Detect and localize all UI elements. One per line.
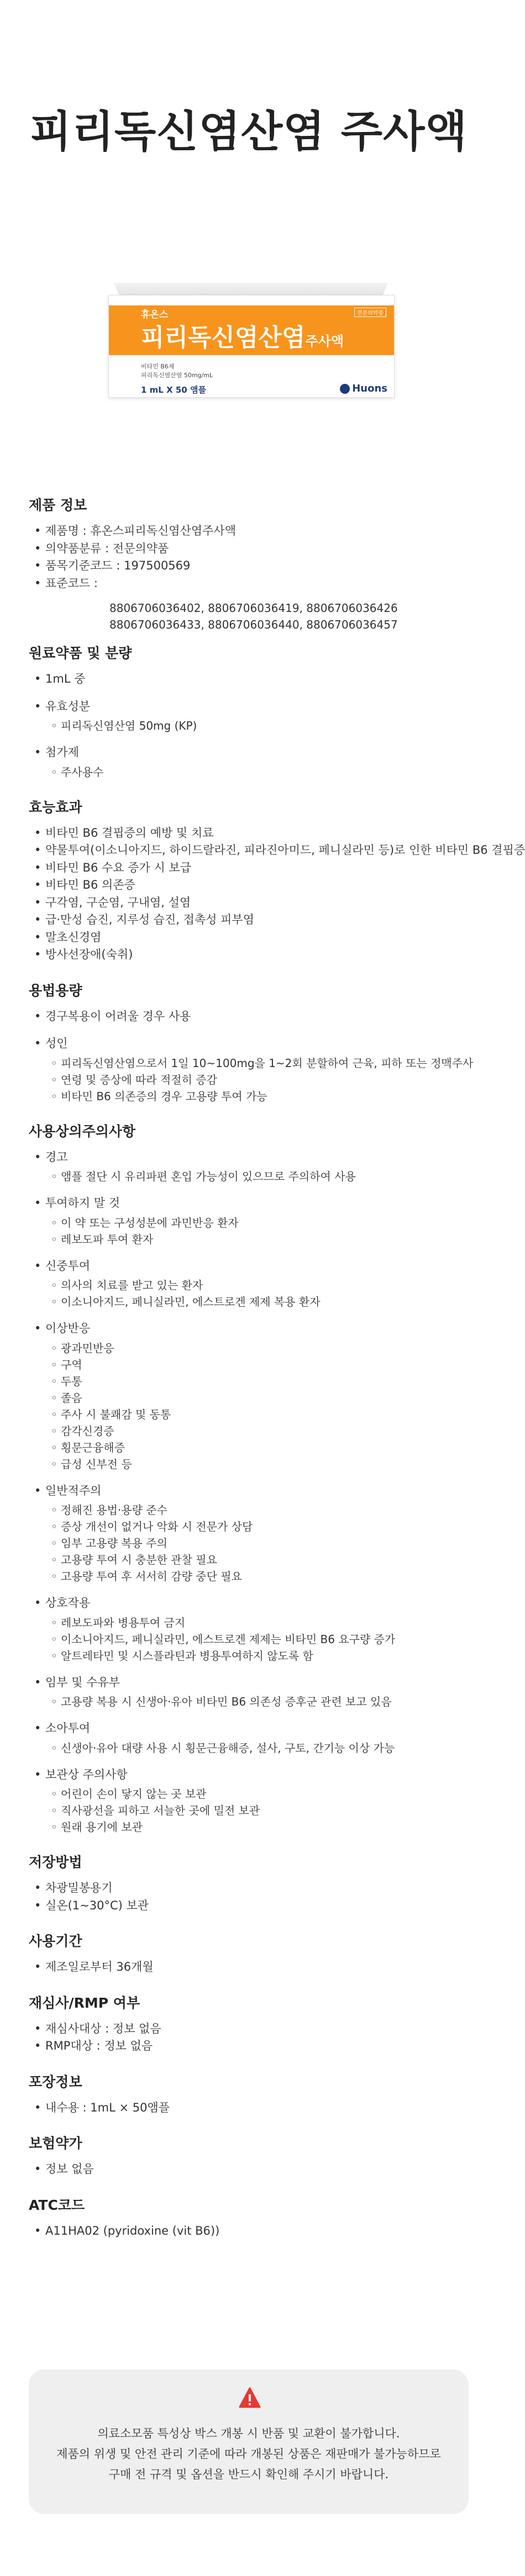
precaution-item: ◦ 앰플 절단 시 유리파편 혼입 가능성이 있으므로 주의하여 사용 xyxy=(45,1168,471,1185)
efficacy-item: • 방사선장애(숙취) xyxy=(29,946,471,964)
notice-line-1: 의료소모품 특성상 박스 개봉 시 반품 및 교환이 불가합니다. xyxy=(97,2427,400,2440)
packaging-list xyxy=(29,2099,471,2117)
section-ingredients xyxy=(29,645,471,780)
precaution-item: ◦ 임부 고용량 복용 주의 xyxy=(45,1535,471,1551)
section-packaging-title: 포장정보 xyxy=(29,2073,82,2090)
section-insurance xyxy=(29,2135,471,2178)
section-insurance-title: 보험약가 xyxy=(29,2135,82,2151)
box-product-name xyxy=(141,318,344,353)
notice-line-3: 구매 전 규격 및 옵션을 반드시 확인해 주시기 바랍니다. xyxy=(108,2467,389,2481)
ingredient-label: 1mL 중 xyxy=(45,672,86,685)
precaution-group xyxy=(29,1258,471,1311)
precaution-label: 보관상 주의사항 xyxy=(45,1767,128,1781)
efficacy-item: • 비타민 B6 결핍증의 예방 및 치료 xyxy=(29,825,471,842)
precaution-group xyxy=(29,1674,471,1711)
precaution-item: ◦ 레보도파와 병용투여 금지 xyxy=(45,1614,471,1631)
warning-icon xyxy=(239,2387,261,2409)
info-item: • 의약품분류 : 전문의약품 xyxy=(29,540,471,558)
precaution-group xyxy=(29,1195,471,1248)
precaution-label: 일반적주의 xyxy=(45,1484,102,1497)
review-item: • RMP대상 : 정보 없음 xyxy=(29,2037,471,2055)
dosage-sub: ◦ 연령 및 증상에 따라 적절히 증감 xyxy=(45,1071,471,1088)
review-item: • 재심사대상 : 정보 없음 xyxy=(29,2020,471,2038)
huons-logo-icon xyxy=(340,384,350,394)
precaution-item: ◦ 광과민반응 xyxy=(45,1340,471,1356)
precaution-label: 소아투여 xyxy=(45,1722,91,1735)
precaution-item: ◦ 의사의 치료를 받고 있는 환자 xyxy=(45,1277,471,1294)
standard-codes-line-1: 8806706036402, 8806706036419, 8806706036426 xyxy=(109,601,398,615)
dosage-list xyxy=(29,1008,474,1105)
info-item: • 제품명 : 휴온스피리독신염산염주사액 xyxy=(29,522,471,540)
efficacy-item: • 비타민 B6 의존증 xyxy=(29,877,471,894)
precaution-group xyxy=(29,1482,471,1585)
box-logo xyxy=(340,383,387,394)
ingredient-item xyxy=(29,744,471,780)
storage-item: • 실온(1~30°C) 보관 xyxy=(29,1897,471,1915)
efficacy-item: • 비타민 B6 수요 증가 시 보급 xyxy=(29,859,471,877)
dosage-sub: ◦ 피리독신염산염으로서 1일 10~100mg을 1~2회 분할하여 근육, 피하 또는 정맥주사 xyxy=(45,1055,471,1071)
section-dosage xyxy=(29,982,474,1105)
precaution-item: ◦ 정해진 용법·용량 준수 xyxy=(45,1502,471,1518)
precaution-label: 상호작용 xyxy=(45,1596,91,1609)
dosage-sub: ◦ 비타민 B6 의존증의 경우 고용량 투여 가능 xyxy=(45,1088,471,1105)
box-name-suffix: 주사액 xyxy=(305,334,344,349)
precaution-item: ◦ 알트레타민 및 시스플라틴과 병용투여하지 않도록 함 xyxy=(45,1648,471,1664)
precaution-item: ◦ 고용량 투여 후 서서히 감량 중단 필요 xyxy=(45,1568,471,1585)
notice-text xyxy=(29,2424,469,2484)
info-item: • 표준코드 : xyxy=(29,575,471,593)
precaution-group xyxy=(29,1720,471,1756)
standard-codes xyxy=(29,600,471,633)
precaution-item: ◦ 이소니아지드, 페니실라민, 에스트로겐 제제는 비타민 B6 요구량 증가 xyxy=(45,1631,471,1648)
section-review-title: 재심사/RMP 여부 xyxy=(29,1994,140,2011)
box-brand: 휴온스 xyxy=(141,309,169,320)
precaution-item: ◦ 횡문근융해증 xyxy=(45,1439,471,1456)
precaution-label: 임부 및 수유부 xyxy=(45,1675,120,1689)
section-precautions xyxy=(29,1123,471,1836)
precaution-group xyxy=(29,1320,471,1472)
section-dosage-title: 용법용량 xyxy=(29,982,82,999)
dosage-label: 성인 xyxy=(45,1037,68,1050)
precaution-item: ◦ 졸음 xyxy=(45,1390,471,1406)
period-item: • 제조일로부터 36개월 xyxy=(29,1959,471,1976)
section-storage xyxy=(29,1854,471,1914)
precaution-item: ◦ 주사 시 불쾌감 및 동통 xyxy=(45,1406,471,1423)
section-review xyxy=(29,1995,471,2055)
section-period xyxy=(29,1933,471,1976)
atc-list xyxy=(29,2223,471,2240)
section-atc-title: ATC코드 xyxy=(29,2197,85,2213)
section-precautions-title: 사용상의주의사항 xyxy=(29,1123,136,1139)
section-storage-title: 저장방법 xyxy=(29,1854,82,1870)
section-period-title: 사용기간 xyxy=(29,1933,82,1949)
precaution-group xyxy=(29,1149,471,1185)
product-content xyxy=(29,497,525,2258)
precaution-item: ◦ 두통 xyxy=(45,1373,471,1390)
section-packaging xyxy=(29,2074,471,2117)
precaution-item: ◦ 원래 용기에 보관 xyxy=(45,1819,471,1835)
efficacy-item: • 구각염, 구순염, 구내염, 설염 xyxy=(29,894,471,912)
box-orange-band xyxy=(109,305,394,355)
storage-list xyxy=(29,1880,471,1914)
info-list xyxy=(29,522,471,592)
precaution-item: ◦ 증상 개선이 없거나 악화 시 전문가 상담 xyxy=(45,1518,471,1535)
review-list xyxy=(29,2020,471,2055)
precaution-item: ◦ 급성 신부전 등 xyxy=(45,1456,471,1472)
period-list xyxy=(29,1959,471,1976)
storage-item: • 차광밀봉용기 xyxy=(29,1880,471,1897)
precaution-group xyxy=(29,1595,471,1664)
return-notice-box xyxy=(29,2369,469,2514)
precaution-item: ◦ 고용량 투여 시 충분한 관찰 필요 xyxy=(45,1551,471,1568)
precaution-item: ◦ 구역 xyxy=(45,1356,471,1373)
box-subtext-1: 비타민 B6제 xyxy=(141,363,175,370)
section-efficacy-title: 효능효과 xyxy=(29,799,82,815)
precaution-label: 경고 xyxy=(45,1150,68,1164)
insurance-list xyxy=(29,2161,471,2178)
page-title: 피리독신염산염 주사액 xyxy=(30,107,468,157)
ingredient-sub: ◦ 피리독신염산염 50mg (KP) xyxy=(45,717,471,734)
product-box-image xyxy=(108,295,395,398)
efficacy-item: • 급·만성 습진, 지루성 습진, 접촉성 피부염 xyxy=(29,911,471,929)
precaution-item: ◦ 어린이 손이 닿지 않는 곳 보관 xyxy=(45,1786,471,1802)
dosage-label: 경구복용이 어려울 경우 사용 xyxy=(45,1009,191,1023)
precaution-item: ◦ 고용량 복용 시 신생아·유아 비타민 B6 의존성 증후군 관련 보고 있음 xyxy=(45,1693,471,1710)
section-ingredients-title: 원료약품 및 분량 xyxy=(29,645,132,661)
atc-item: • A11HA02 (pyridoxine (vit B6)) xyxy=(29,2223,471,2240)
box-code-tag: 전문의약품 xyxy=(354,308,386,317)
ingredients-list xyxy=(29,671,471,780)
ingredient-label: 유효성분 xyxy=(45,699,91,713)
precaution-item: ◦ 직사광선을 피하고 서늘한 곳에 밀전 보관 xyxy=(45,1802,471,1819)
insurance-item: • 정보 없음 xyxy=(29,2161,471,2178)
precaution-label: 투여하지 말 것 xyxy=(45,1196,120,1210)
box-volume: 1 mL X 50 앰플 xyxy=(141,385,206,395)
box-name-main: 피리독신염산염 xyxy=(141,324,306,352)
precaution-item: ◦ 이소니아지드, 페니실라민, 에스트로겐 제제 복용 환자 xyxy=(45,1294,471,1310)
ingredient-sub: ◦ 주사용수 xyxy=(45,764,471,780)
section-efficacy xyxy=(29,799,525,964)
standard-codes-line-2: 8806706036433, 8806706036440, 8806706036457 xyxy=(109,618,398,631)
precautions-list xyxy=(29,1149,471,1836)
ingredient-label: 첨가제 xyxy=(45,746,79,759)
precaution-item: ◦ 이 약 또는 구성성분에 과민반응 환자 xyxy=(45,1215,471,1231)
box-logo-text: Huons xyxy=(352,383,387,394)
section-atc xyxy=(29,2197,471,2240)
dosage-item xyxy=(29,1035,474,1105)
ingredient-item xyxy=(29,698,471,735)
notice-line-2: 제품의 위생 및 안전 관리 기준에 따라 개봉된 상품은 재판매가 불가능하므로 xyxy=(56,2447,441,2461)
precaution-item: ◦ 신생아·유아 대량 사용 시 횡문근융해증, 설사, 구토, 간기능 이상 가능 xyxy=(45,1740,471,1756)
packaging-item: • 내수용 : 1mL × 50앰플 xyxy=(29,2099,471,2117)
precaution-group xyxy=(29,1766,471,1836)
section-info-title: 제품 정보 xyxy=(29,497,87,513)
section-info xyxy=(29,497,471,633)
ingredient-item xyxy=(29,671,471,688)
dosage-item xyxy=(29,1008,471,1026)
precaution-item: ◦ 감각신경증 xyxy=(45,1423,471,1439)
efficacy-list xyxy=(29,825,525,964)
precaution-label: 이상반응 xyxy=(45,1322,91,1335)
product-box-lid xyxy=(114,283,388,296)
precaution-label: 신중투여 xyxy=(45,1259,91,1273)
efficacy-item: • 약물투여(이소니아지드, 하이드랄라진, 피라진아미드, 페니실라민 등)로 인한 비타민 B6 결핍증 xyxy=(29,842,471,859)
info-item: • 품목기준코드 : 197500569 xyxy=(29,557,471,575)
efficacy-item: • 말초신경염 xyxy=(29,929,471,947)
precaution-item: ◦ 레보도파 투여 환자 xyxy=(45,1231,471,1248)
box-subtext-2: 피리독신염산염 50mg/mL xyxy=(141,372,213,379)
